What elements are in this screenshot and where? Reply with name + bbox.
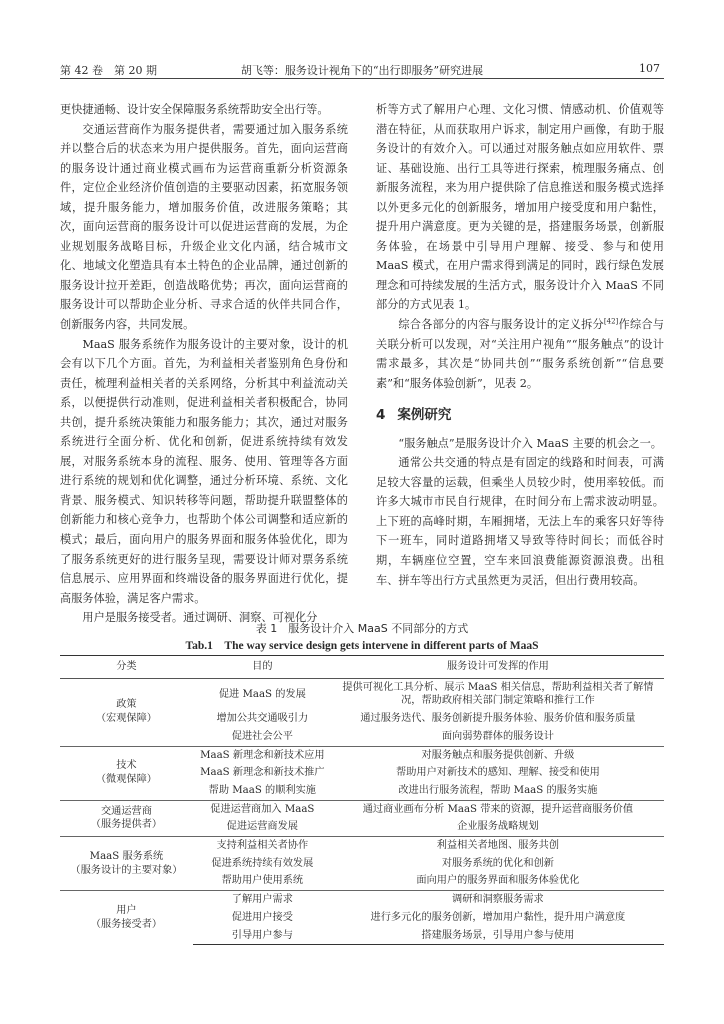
running-header xyxy=(60,60,664,79)
purpose-cell: 支持利益相关者协作 xyxy=(193,837,332,855)
role-cell: 面向用户的服务界面和服务体验优化 xyxy=(416,875,580,887)
role-cell: 提供可视化工具分析、展示 MaaS 相关信息，帮助利益相关者了解情况，帮助政府相关部门制定策略和推行工作 xyxy=(332,678,664,710)
role-cell: 对服务系统的优化和创新 xyxy=(441,857,554,869)
table-row xyxy=(60,837,664,855)
role-cell: 面向弱势群体的服务设计 xyxy=(441,730,554,742)
role-cell: 利益相关者地图、服务共创 xyxy=(332,837,664,855)
paragraph: 析等方式了解用户心理、文化习惯、情感动机、价值观等潜在特征，从而获取用户诉求，制定用户画像，有助于服务设计的有效介入。可以通过对服务触点如应用软件、票证、基础设施、出行工具等进行探索，梳理服务痛点、创新服务流程，来为用户提供除了信息推送和服务模式选择以外更多元化的创新服务，增加用户接受度和用户黏性，提升用户满意度。更为关键的是，搭建服务场景，创新服务体验，在场景中引导用户理解、接受、参与和使用 MaaS 模式，在用户需求得到满足的同时，践行绿色发展理念和可持续发展的生活方式，服务设计介入 MaaS 不同部分的方式见表 1。 xyxy=(376,103,664,312)
section-number: 4 xyxy=(376,407,386,424)
table-caption-cn: 表 1 服务设计介入 MaaS 不同部分的方式 xyxy=(255,622,469,635)
column-header: 目的 xyxy=(193,656,332,679)
role-cell: 搭建服务场景，引导用户参与使用 xyxy=(332,927,664,945)
role-cell: 帮助用户对新技术的感知、理解、接受和使用 xyxy=(396,767,600,779)
running-title: 胡飞等：服务设计视角下的“出行即服务”研究进展 xyxy=(240,64,484,77)
purpose-cell: 增加公共交通吸引力 xyxy=(216,713,309,725)
paragraph: 交通运营商作为服务提供者，需要通过加入服务系统并以整合后的状态来为用户提供服务。首先，面向运营商的服务设计通过商业模式画布为运营商重新分析资源条件，定位企业经济价值创造的主要驱动因素，拓宽服务领域，提升服务能力，增加服务价值，改进服务策略；其次，面向运营商的服务设计可以促进运营商的发展，为企业规划服务战略目标，升级企业文化内涵，结合城市文化、地域文化塑造具有本土特色的企业品牌，通过创新的服务设计拉开差距，创造战略优势；再次，面向运营商的服务设计可以帮助企业分析、寻求合适的伙伴共同合作，创新服务内容，共同发展。 xyxy=(60,122,348,332)
maas-service-design-table xyxy=(60,655,664,945)
purpose-cell: 促进系统持续有效发展 xyxy=(211,857,314,869)
category-cell: 用户 （服务接受者） xyxy=(60,891,193,945)
purpose-cell: 了解用户需求 xyxy=(193,891,332,909)
category-cell: 技术 （微观保障） xyxy=(60,746,193,800)
table-header-row xyxy=(60,656,664,679)
paragraph-text: 综合各部分的内容与服务设计的定义拆分 xyxy=(398,318,604,332)
purpose-cell: 促进用户接受 xyxy=(231,911,293,923)
role-cell: 对服务触点和服务提供创新、升级 xyxy=(332,746,664,764)
paragraph: “服务触点”是服务设计介入 MaaS 主要的机会之一。 xyxy=(398,436,662,450)
purpose-cell: MaaS 新理念和新技术应用 xyxy=(193,746,332,764)
role-cell: 调研和洞察服务需求 xyxy=(332,891,664,909)
left-column xyxy=(60,100,348,628)
table-row xyxy=(60,891,664,909)
role-cell: 改进出行服务流程，帮助 MaaS 的服务实施 xyxy=(398,784,598,796)
paragraph xyxy=(376,315,664,393)
paragraph: 更快捷通畅、设计安全保障服务系统帮助安全出行等。 xyxy=(60,103,329,116)
role-cell: 通过服务迭代、服务创新提升服务体验、服务价值和服务质量 xyxy=(360,713,636,725)
role-cell: 通过商业画布分析 MaaS 带来的资源，提升运营商服务价值 xyxy=(332,800,664,818)
paragraph-text: 作综合与关联分析可以发现，对“关注用户视角”“服务触点”的设计需求最多，其次是“协同共创”“服务系统创新”“信息要素”和“服务体验创新”，见表 2。 xyxy=(376,318,664,390)
purpose-cell: 促进运营商加入 MaaS xyxy=(193,800,332,818)
paragraph: MaaS 服务系统作为服务设计的主要对象，设计的机会有以下几个方面。首先，为利益相关者鉴别角色身份和责任，梳理利益相关者的关系网络，分析其中利益流动关系，以便提供行动准则，促进利益相关者积极配合，协同共创，提升系统决策能力和服务能力；其次，通过对服务系统进行全面分析、优化和创新，促进系统持续有效发展，对服务系统本身的流程、服务、使用、管理等各方面进行系统的规划和优化调整，通过分析环境、系统、文化背景、服务模式、知识转移等问题，帮助提升联盟整体的创新能力和核心竞争力，也帮助个体公司调整和适应新的模式；最后，面向用户的服务界面和服务体验优化，即为了服务系统更好的进行服务呈现，需要设计师对票务系统信息展示、应用界面和终端设备的服务界面进行优化，提高服务体验，满足客户需求。 xyxy=(60,337,348,605)
role-cell: 进行多元化的服务创新，增加用户黏性，提升用户满意度 xyxy=(370,911,626,923)
purpose-cell: 帮助用户使用系统 xyxy=(221,875,304,887)
column-header: 分类 xyxy=(60,656,193,679)
category-cell: 政策 （宏观保障） xyxy=(60,678,193,746)
citation-link[interactable]: [42] xyxy=(603,317,619,326)
page-number: 107 xyxy=(639,62,660,75)
category-cell: MaaS 服务系统 （服务设计的主要对象） xyxy=(60,837,193,891)
table-caption-en: Tab.1 The way service design gets intervene in different parts of MaaS xyxy=(185,640,539,652)
purpose-cell: 促进社会公平 xyxy=(231,730,293,742)
section-heading xyxy=(376,406,664,426)
table-row xyxy=(60,800,664,818)
paragraph: 用户是服务接受者。通过调研、洞察、可视化分 xyxy=(82,611,318,625)
purpose-cell: 促进 MaaS 的发展 xyxy=(193,678,332,710)
purpose-cell: 促进运营商发展 xyxy=(226,821,298,833)
paragraph: 通常公共交通的特点是有固定的线路和时间表，可满足较大容量的运载，但乘坐人员较少时，使用率较低。而许多大城市市民自行规律，在时间分布上需求波动明显。上下班的高峰时期，车厢拥堵，无法上车的乘客只好等待下一班车，同时道路拥堵又导致等待时间长；而低谷时期，车辆座位空置，空车来回浪费能源资源浪费。出租车、拼车等出行方式虽然更为灵活，但出行费用较高。 xyxy=(376,456,664,587)
table-row xyxy=(60,746,664,764)
section-title: 案例研究 xyxy=(397,407,452,424)
purpose-cell: 帮助 MaaS 的顺利实施 xyxy=(208,784,316,796)
purpose-cell: 引导用户参与 xyxy=(193,927,332,945)
table-row xyxy=(60,678,664,710)
category-cell: 交通运营商 （服务提供者） xyxy=(60,800,193,836)
column-header: 服务设计可发挥的作用 xyxy=(332,656,664,679)
purpose-cell: MaaS 新理念和新技术推广 xyxy=(200,767,325,779)
volume-issue: 第 42 卷 第 20 期 xyxy=(60,64,157,77)
role-cell: 企业服务战略规划 xyxy=(457,821,539,833)
right-column xyxy=(376,100,664,590)
